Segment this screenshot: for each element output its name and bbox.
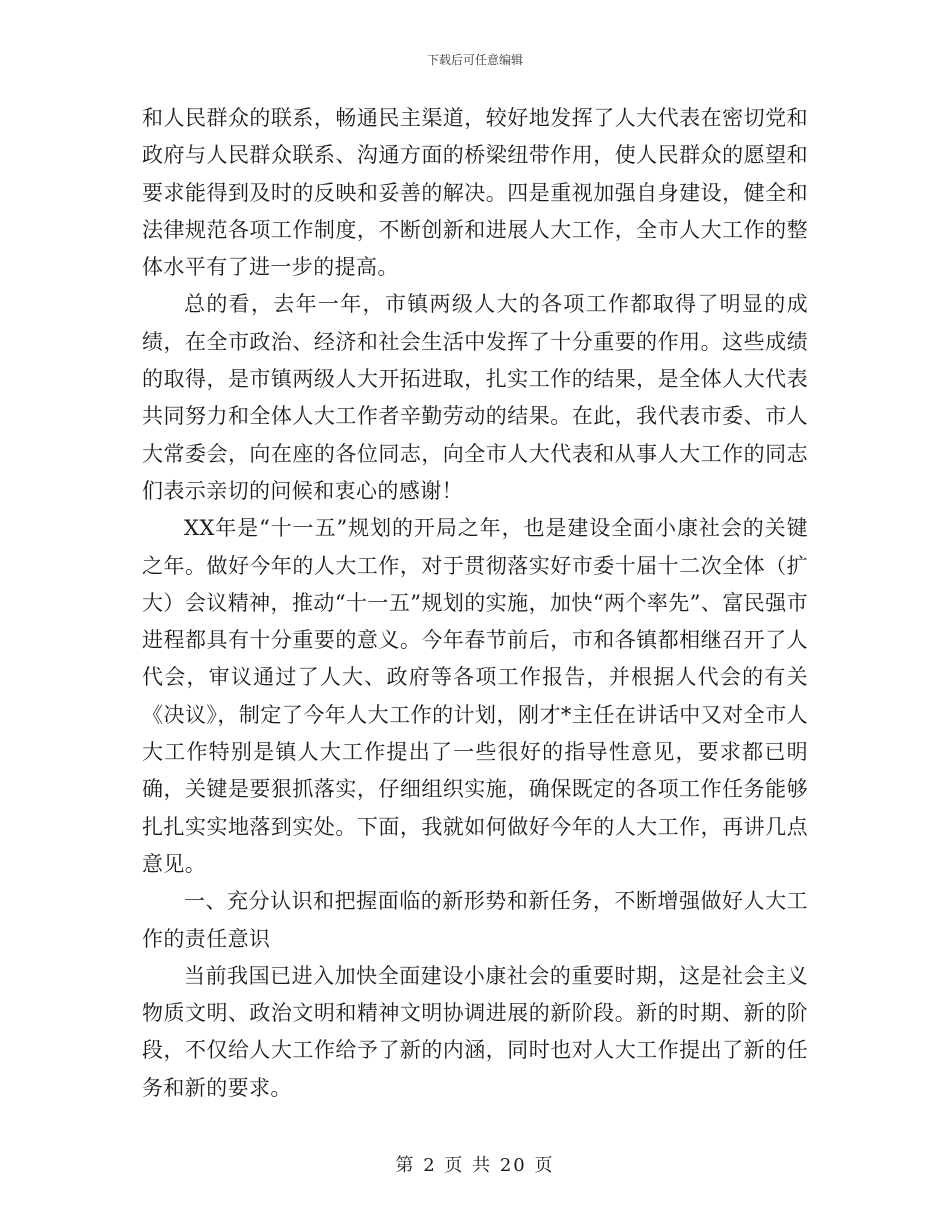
page-header: 下载后可任意编辑 <box>426 53 523 67</box>
document-body <box>142 100 808 1107</box>
paragraph-3: XX年是“十一五”规划的开局之年，也是建设全面小康社会的关键之年。做好今年的人大工作，对于贯彻落实好市委十届十二次全体（扩大）会议精神，推动“十一五”规划的实施，加快“两个率先”、富民强市进程都具有十分重要的意义。今年春节前后，市和各镇都相继召开了人代会，审议通过了人大、政府等各项工作报告，并根据人代会的有关《决议》，制定了今年人大工作的计划，刚才*主任在讲话中又对全市人大工作特别是镇人大工作提出了一些很好的指导性意见，要求都已明确，关键是要狠抓落实，仔细组织实施，确保既定的各项工作任务能够扎扎实实地落到实处。下面，我就如何做好今年的人大工作，再讲几点意见。 <box>142 516 808 876</box>
paragraph-4: 当前我国已进入加快全面建设小康社会的重要时期，这是社会主义物质文明、政治文明和精神文明协调进展的新阶段。新的时期、新的阶段，不仅给人大工作给予了新的内涵，同时也对人大工作提出了新的任务和新的要求。 <box>142 963 808 1100</box>
paragraph-2: 总的看，去年一年，市镇两级人大的各项工作都取得了明显的成绩，在全市政治、经济和社会生活中发挥了十分重要的作用。这些成绩的取得，是市镇两级人大开拓进取，扎实工作的结果，是全体人大代表共同努力和全体人大工作者辛勤劳动的结果。在此，我代表市委、市人大常委会，向在座的各位同志，向全市人大代表和从事人大工作的同志们表示亲切的问候和衷心的感谢！ <box>142 292 808 503</box>
section-heading-1: 一、充分认识和把握面临的新形势和新任务，不断增强做好人大工作的责任意识 <box>142 889 808 951</box>
page-number: 第 2 页 共 20 页 <box>395 1155 555 1176</box>
paragraph-1: 和人民群众的联系，畅通民主渠道，较好地发挥了人大代表在密切党和政府与人民群众联系、沟通方面的桥梁纽带作用，使人民群众的愿望和要求能得到及时的反映和妥善的解决。四是重视加强自身建设，健全和法律规范各项工作制度，不断创新和进展人大工作，全市人大工作的整体水平有了进一步的提高。 <box>142 106 808 280</box>
